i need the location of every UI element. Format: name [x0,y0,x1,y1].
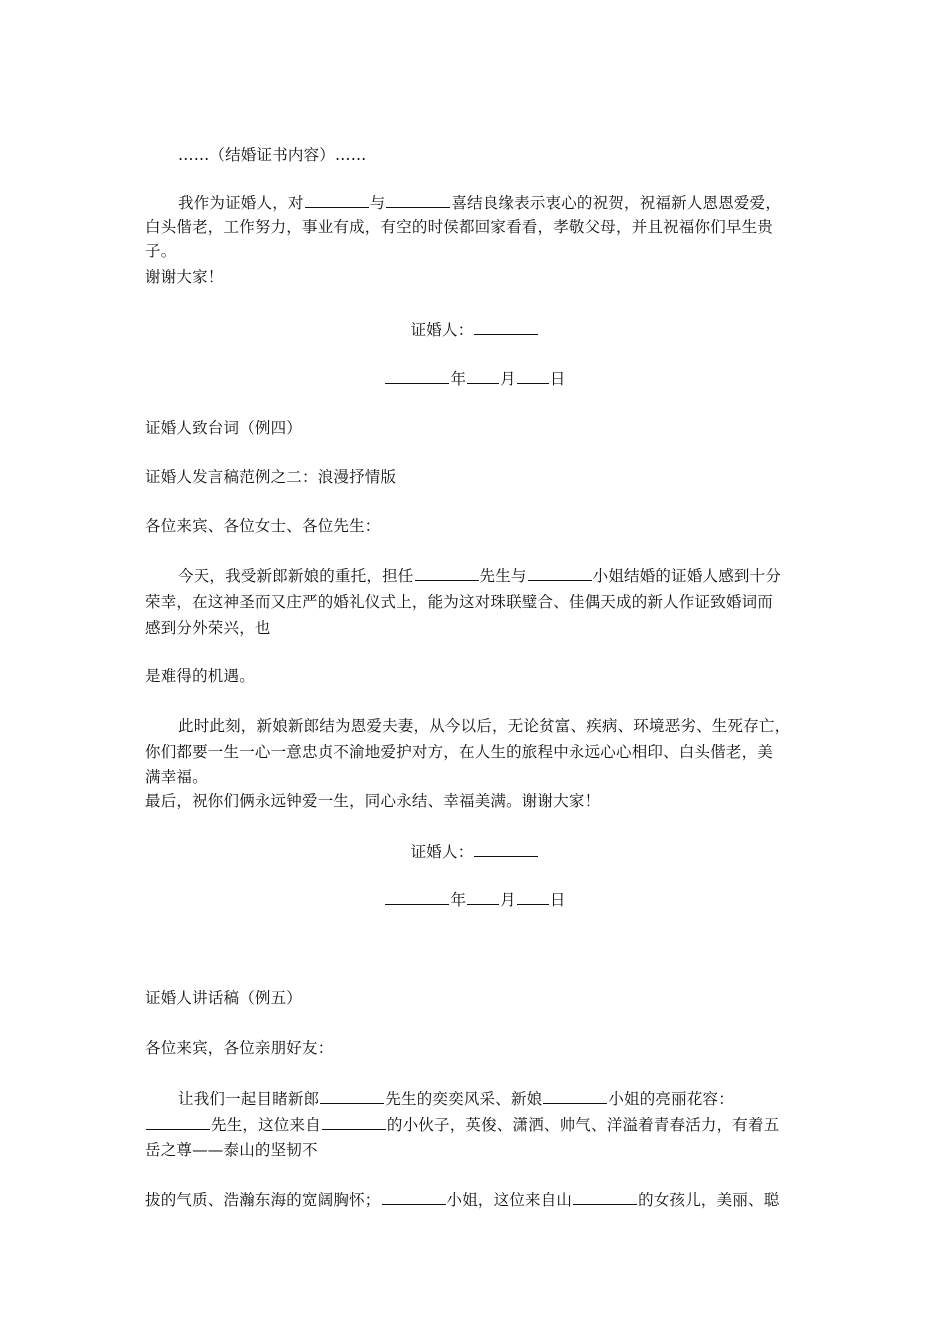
greeting: 各位来宾，各位亲朋好友： [145,1039,334,1057]
paragraph-line: 白头偕老，工作努力，事业有成，有空的时侯都回家看看，孝敬父母，并且祝福你们早生贵 [145,218,774,236]
blank-field [146,1114,210,1130]
paragraph-line: 你们都要一生一心一意忠贞不渝地爱护对方，在人生的旅程中永远心心相印、白头偕老，美 [145,743,774,761]
blank-field [474,841,538,857]
blank-field [573,1189,637,1205]
blank-field [386,192,450,208]
blank-field [385,889,449,905]
blank-field [474,319,538,335]
paragraph-line: 今天，我受新郎新娘的重托，担任 先生与 小姐结婚的证婚人感到十分 [178,567,782,585]
blank-field [322,1114,386,1130]
witness-signature: 证婚人： [0,840,950,864]
blank-field [517,889,549,905]
section-subheading: 证婚人发言稿范例之二：浪漫抒情版 [145,468,397,486]
paragraph-line: 让我们一起目睹新郎 先生的奕奕风采、新娘 小姐的亮丽花容： [178,1090,734,1108]
paragraph-line: 拔的气质、浩瀚东海的宽阔胸怀； 小姐，这位来自山 的女孩儿，美丽、聪 [145,1191,780,1209]
witness-signature: 证婚人： [0,318,950,342]
paragraph-line: 是难得的机遇。 [145,667,255,685]
date-line: 年 月 日 [0,367,950,391]
paragraph-line: 满幸福。 [145,768,208,786]
blank-field [528,565,592,581]
blank-field [467,889,499,905]
certificate-content-marker: ……（结婚证书内容）…… [178,146,367,164]
section-heading: 证婚人讲话稿（例五） [145,989,303,1007]
greeting: 各位来宾、各位女士、各位先生： [145,517,381,535]
blank-field [415,565,479,581]
blank-field [517,368,549,384]
blank-field [467,368,499,384]
paragraph-line: 子。 [145,242,177,260]
paragraph-line: 先生，这位来自 的小伙子，英俊、潇洒、帅气、洋溢着青春活力，有着五 [145,1113,815,1137]
paragraph-line: 感到分外荣兴，也 [145,619,271,637]
section-heading: 证婚人致台词（例四） [145,419,303,437]
blank-field [305,192,369,208]
paragraph-line: 我作为证婚人，对 与 喜结良缘表示衷心的祝贺，祝福新人恩恩爱爱， [178,194,782,212]
paragraph-line: 荣幸，在这神圣而又庄严的婚礼仪式上，能为这对珠联璧合、佳偶天成的新人作证致婚词而 [145,593,774,611]
blank-field [543,1088,607,1104]
date-line: 年 月 日 [0,888,950,912]
thanks-line: 谢谢大家！ [145,268,224,286]
blank-field [385,368,449,384]
closing-line: 最后，祝你们俩永远钟爱一生，同心永结、幸福美满。谢谢大家！ [145,792,601,810]
blank-field [382,1189,446,1205]
paragraph-line: 岳之尊——泰山的坚韧不 [145,1141,318,1159]
paragraph-line: 此时此刻，新娘新郎结为恩爱夫妻，从今以后，无论贫富、疾病、环境恶劣、生死存亡， [178,717,791,735]
blank-field [320,1088,384,1104]
